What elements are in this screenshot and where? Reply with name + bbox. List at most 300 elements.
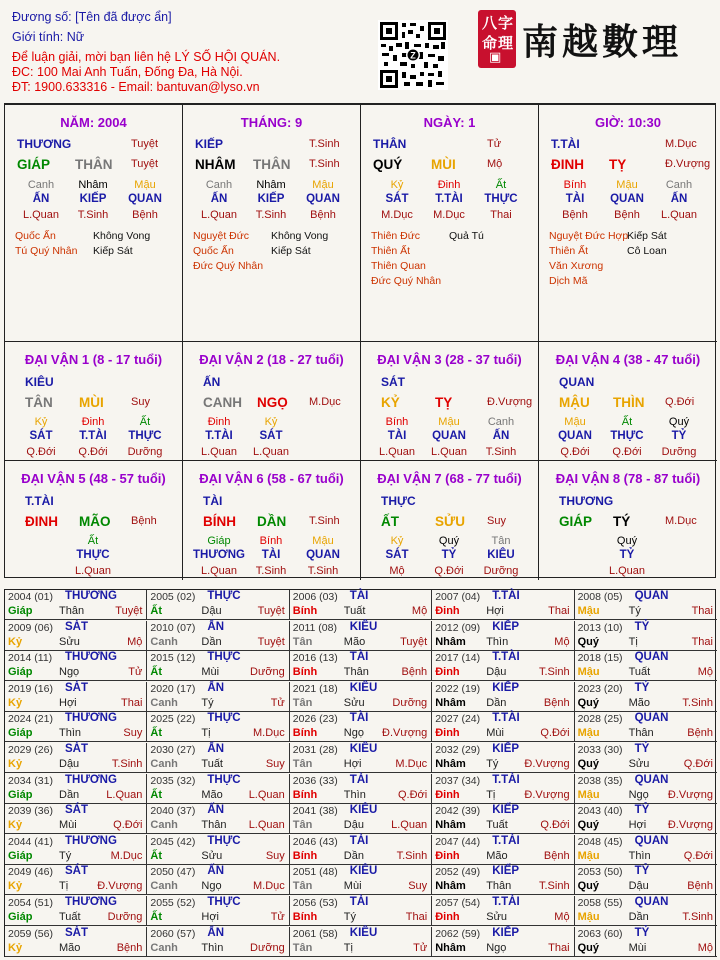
year-cell xyxy=(5,590,147,620)
year-cell xyxy=(5,804,147,834)
star: Thiên Quan xyxy=(371,260,426,272)
pillar-title: NGÀY: 1 xyxy=(423,115,476,130)
dai-van-god: TÀI xyxy=(203,494,223,508)
year-cell xyxy=(432,590,574,620)
stem-god: KIẾP xyxy=(195,137,224,151)
earthly-branch: THÂN xyxy=(75,157,113,172)
contact-line: Để luận giải, mời bạn liên hệ LÝ SỐ HỘI QUÁN. xyxy=(12,50,281,64)
dai-van-stem: MẬU xyxy=(559,395,590,410)
year-cell xyxy=(147,896,289,926)
year-label: 2019 (16) xyxy=(8,682,53,695)
year-label: 2033 (30) xyxy=(577,744,623,756)
year-branch: Thìn xyxy=(59,727,82,740)
star: Đức Quý Nhân xyxy=(193,260,264,272)
hidden-god: T.TÀI xyxy=(79,430,107,442)
dai-van-3 xyxy=(361,342,539,461)
hidden-relation: Dưỡng xyxy=(483,565,519,577)
year-label: 2025 (22) xyxy=(150,713,196,726)
stars-right xyxy=(449,229,484,244)
year-label: 2039 (36) xyxy=(8,805,53,818)
hidden-stem: Ất xyxy=(495,179,507,191)
year-branch: Dần xyxy=(628,911,649,923)
year-label: 2041 (38) xyxy=(292,805,338,818)
year-cell xyxy=(575,927,717,957)
dai-van-relation: T.Sinh xyxy=(309,515,340,527)
year-cell xyxy=(575,835,717,865)
year-god: T.TÀI xyxy=(492,896,520,908)
year-relation: M.Dục xyxy=(253,727,285,740)
year-stem: Tân xyxy=(292,635,313,648)
year-label: 2062 (59) xyxy=(435,927,481,940)
hidden-relation: T.Sinh xyxy=(255,565,287,577)
year-label: 2035 (32) xyxy=(150,774,196,787)
heavenly-stem: NHÂM xyxy=(195,157,236,172)
year-branch: Sửu xyxy=(59,635,80,648)
year-stem: Nhâm xyxy=(435,880,466,893)
year-branch: Dần xyxy=(201,635,222,648)
hidden-relation: T.Sinh xyxy=(307,565,339,577)
dai-van-relation: Đ.Vượng xyxy=(487,396,533,408)
year-god: THƯƠNG xyxy=(65,834,117,847)
hidden-relation: Bệnh xyxy=(562,209,588,221)
year-relation: Mộ xyxy=(554,635,570,648)
year-cell xyxy=(5,621,147,651)
hidden-god: QUAN xyxy=(306,549,340,561)
hidden-god: ẤN xyxy=(492,430,510,442)
stars-left xyxy=(15,229,77,259)
subject-gender: Giới tính: Nữ xyxy=(12,30,85,44)
pillar-title: THÁNG: 9 xyxy=(240,115,303,130)
hidden-stem: Ất xyxy=(139,416,151,428)
year-god: THỰC xyxy=(207,773,241,786)
star: Kiếp Sát xyxy=(271,245,311,257)
year-god: KIÊU xyxy=(349,620,378,633)
year-god: KIÊU xyxy=(349,926,378,939)
year-stem: Canh xyxy=(150,758,178,770)
year-branch: Dậu xyxy=(628,880,649,893)
year-cell xyxy=(147,743,289,773)
year-branch: Hợi xyxy=(343,758,362,770)
year-branch: Tuất xyxy=(486,819,508,832)
hidden-god: SÁT xyxy=(385,193,409,205)
year-cell xyxy=(5,835,147,865)
year-relation: Thai xyxy=(405,911,428,923)
year-relation: Thai xyxy=(548,605,570,617)
year-god: KIÊU xyxy=(349,681,378,694)
year-cell xyxy=(147,865,289,895)
year-god: ẤN xyxy=(207,681,225,694)
year-relation: Đ.Vượng xyxy=(524,788,570,801)
year-relation: Dưỡng xyxy=(250,941,285,954)
year-cell xyxy=(147,804,289,834)
year-stem: Ất xyxy=(150,605,162,617)
year-label: 2013 (10) xyxy=(577,621,623,634)
year-stem: Tân xyxy=(292,880,313,893)
year-stem: Ất xyxy=(150,666,162,679)
year-branch: Hợi xyxy=(59,696,77,709)
year-label: 2043 (40) xyxy=(577,805,623,818)
hidden-stem: Kỷ xyxy=(34,416,48,428)
branch-relation: Đ.Vượng xyxy=(665,158,711,170)
dai-van-branch: SỬU xyxy=(435,514,465,529)
year-label: 2053 (50) xyxy=(577,866,623,879)
hidden-relation: M.Dục xyxy=(381,209,413,221)
year-label: 2042 (39) xyxy=(435,805,481,818)
year-stem: Bính xyxy=(292,911,318,923)
year-stem: Đinh xyxy=(435,849,460,862)
hidden-god: QUAN xyxy=(432,430,466,442)
hidden-god: THỰC xyxy=(76,549,110,561)
year-stem: Tân xyxy=(292,758,313,770)
dai-van-4 xyxy=(539,342,717,461)
year-label: 2058 (55) xyxy=(577,897,623,909)
year-cell xyxy=(5,896,147,926)
year-cell xyxy=(575,804,717,834)
year-label: 2030 (27) xyxy=(150,744,196,756)
pillar-title: GIỜ: 10:30 xyxy=(594,115,661,130)
year-cell xyxy=(432,804,574,834)
year-label: 2037 (34) xyxy=(435,774,481,787)
year-branch: Hợi xyxy=(486,605,504,617)
year-branch: Sửu xyxy=(201,849,223,862)
dai-van-stem: GIÁP xyxy=(559,514,593,529)
year-label: 2017 (14) xyxy=(435,652,481,665)
earthly-branch: MÙI xyxy=(431,157,456,172)
star: Không Vong xyxy=(271,230,329,242)
hidden-stem: Bính xyxy=(259,535,283,547)
year-branch: Hợi xyxy=(201,911,219,923)
year-cell xyxy=(432,651,574,681)
year-relation: Q.Đới xyxy=(397,788,428,801)
branch-relation: T.Sinh xyxy=(309,158,340,170)
hidden-relation: L.Quan xyxy=(74,565,112,577)
annual-luck-table xyxy=(4,589,716,957)
year-relation: Bệnh xyxy=(687,727,713,740)
year-relation: Thai xyxy=(691,635,713,648)
year-branch: Tuất xyxy=(628,666,651,679)
year-god: TỶ xyxy=(634,620,650,633)
year-stem: Mậu xyxy=(577,666,600,679)
year-stem: Canh xyxy=(150,819,178,832)
hidden-stem: Canh xyxy=(27,179,55,191)
hidden-stem: Canh xyxy=(487,416,515,428)
year-label: 2007 (04) xyxy=(435,591,481,603)
year-god: QUAN xyxy=(634,712,669,725)
year-label: 2059 (56) xyxy=(8,927,53,940)
year-label: 2052 (49) xyxy=(435,866,481,879)
year-branch: Tuất xyxy=(343,605,366,617)
hidden-relation: Bệnh xyxy=(132,209,158,221)
star: Quốc Ấn xyxy=(193,245,234,257)
year-label: 2063 (60) xyxy=(577,927,623,940)
hidden-god: QUAN xyxy=(128,193,162,205)
hidden-relation: L.Quan xyxy=(430,446,468,458)
dai-van-branch: NGỌ xyxy=(257,395,288,410)
hidden-relation: T.Sinh xyxy=(255,209,287,221)
year-relation: Bệnh xyxy=(543,696,570,709)
year-stem: Kỷ xyxy=(8,758,23,770)
year-branch: Dậu xyxy=(343,819,364,832)
year-stem: Ất xyxy=(150,727,162,740)
year-branch: Tị xyxy=(486,788,496,801)
year-label: 2016 (13) xyxy=(292,652,338,665)
dai-van-relation: Bệnh xyxy=(131,515,157,527)
dai-van-god: THỰC xyxy=(381,494,416,508)
hidden-relation: Q.Đới xyxy=(78,446,108,458)
hidden-god: ẤN xyxy=(670,193,688,205)
year-cell xyxy=(432,865,574,895)
year-branch: Tý xyxy=(201,696,214,709)
heavenly-stem: ĐINH xyxy=(551,157,584,172)
year-stem: Bính xyxy=(292,849,318,862)
year-relation: Thai xyxy=(691,605,713,617)
hidden-relation: L.Quan xyxy=(200,446,238,458)
year-stem: Bính xyxy=(292,788,318,801)
year-god: KIẾP xyxy=(492,681,520,694)
year-god: T.TÀI xyxy=(492,834,520,847)
year-cell xyxy=(575,621,717,651)
year-stem: Tân xyxy=(292,696,313,709)
year-god: ẤN xyxy=(207,743,225,755)
year-god: TÀI xyxy=(349,834,369,847)
year-god: KIÊU xyxy=(349,743,378,755)
year-cell xyxy=(147,590,289,620)
year-stem: Đinh xyxy=(435,666,460,679)
hidden-stem: Đinh xyxy=(207,416,231,428)
year-branch: Dần xyxy=(343,849,364,862)
year-branch: Thân xyxy=(201,819,227,832)
year-cell xyxy=(5,712,147,742)
year-stem: Quý xyxy=(577,819,599,832)
hidden-god: THƯƠNG xyxy=(193,549,245,561)
year-stem: Đinh xyxy=(435,788,460,801)
year-stem: Đinh xyxy=(435,911,460,923)
year-stem: Kỷ xyxy=(8,880,23,893)
year-stem: Tân xyxy=(292,941,313,954)
year-relation: Bệnh xyxy=(401,666,428,679)
svg-text:Z: Z xyxy=(410,50,416,61)
year-relation: L.Quan xyxy=(391,819,428,832)
year-label: 2006 (03) xyxy=(292,591,338,603)
year-branch: Tý xyxy=(59,849,72,862)
earthly-branch: TỴ xyxy=(609,157,627,172)
brand-title: 南越數理 xyxy=(522,21,683,63)
hidden-relation: L.Quan xyxy=(22,209,60,221)
year-branch: Thìn xyxy=(343,788,366,801)
year-branch: Ngọ xyxy=(59,666,80,679)
year-branch: Mão xyxy=(628,696,650,709)
year-relation: T.Sinh xyxy=(682,696,713,709)
hidden-god: QUAN xyxy=(610,193,644,205)
hidden-god: SÁT xyxy=(29,430,53,442)
year-relation: T.Sinh xyxy=(111,758,143,770)
year-branch: Tý xyxy=(343,911,357,923)
hidden-stem: Nhâm xyxy=(78,179,108,191)
year-label: 2050 (47) xyxy=(150,866,196,879)
year-god: TÀI xyxy=(349,712,369,725)
year-cell xyxy=(290,774,432,804)
year-label: 2027 (24) xyxy=(435,713,481,726)
dai-van-title: ĐẠI VẬN 8 (78 - 87 tuổi) xyxy=(555,471,701,486)
year-branch: Mùi xyxy=(343,880,362,893)
dai-van-relation: M.Dục xyxy=(665,515,697,527)
year-stem: Quý xyxy=(577,635,599,648)
year-branch: Mùi xyxy=(486,727,504,740)
year-relation: Tử xyxy=(413,941,428,954)
year-relation: Đ.Vượng xyxy=(524,758,570,770)
dai-van-branch: THÌN xyxy=(613,395,645,410)
pillar-3 xyxy=(539,105,717,342)
year-stem: Nhâm xyxy=(435,635,466,648)
address-line: ĐC: 100 Mai Anh Tuấn, Đống Đa, Hà Nội. xyxy=(12,65,243,79)
year-god: QUAN xyxy=(634,590,669,602)
year-stem: Giáp xyxy=(8,666,33,679)
stem-god: THƯƠNG xyxy=(17,137,72,151)
hidden-relation: Bệnh xyxy=(614,209,640,221)
year-god: KIÊU xyxy=(349,804,378,817)
dai-van-2 xyxy=(183,342,361,461)
dai-van-title: ĐẠI VẬN 5 (48 - 57 tuổi) xyxy=(21,471,166,486)
year-relation: T.Sinh xyxy=(682,911,713,923)
year-branch: Tị xyxy=(201,727,211,740)
year-label: 2026 (23) xyxy=(292,713,338,726)
dai-van-title: ĐẠI VẬN 3 (28 - 37 tuổi) xyxy=(377,352,522,367)
year-relation: Suy xyxy=(265,849,285,862)
year-label: 2009 (06) xyxy=(8,621,53,634)
year-label: 2004 (01) xyxy=(8,591,53,603)
year-cell xyxy=(575,865,717,895)
hidden-relation: M.Dục xyxy=(433,209,465,221)
hidden-god: T.TÀI xyxy=(205,430,233,442)
year-relation: Thai xyxy=(120,696,143,709)
year-label: 2040 (37) xyxy=(150,805,196,818)
dai-van-1 xyxy=(5,342,183,461)
year-god: SÁT xyxy=(65,743,88,755)
hidden-stem: Tân xyxy=(491,535,511,547)
star: Văn Xương xyxy=(549,260,604,272)
year-relation: Q.Đới xyxy=(113,819,143,832)
year-god: QUAN xyxy=(634,896,669,908)
year-branch: Dậu xyxy=(201,605,222,617)
hidden-relation: Q.Đới xyxy=(434,565,464,577)
year-relation: Tử xyxy=(270,911,285,923)
header xyxy=(0,0,720,100)
year-cell xyxy=(147,621,289,651)
year-branch: Tý xyxy=(486,758,499,770)
year-god: SÁT xyxy=(65,620,88,633)
hidden-god: TỶ xyxy=(441,549,457,561)
year-relation: M.Dục xyxy=(253,880,285,893)
star: Thiên Ất xyxy=(371,245,411,257)
hidden-god: TÀI xyxy=(261,549,281,561)
year-god: T.TÀI xyxy=(492,590,520,602)
year-relation: Bệnh xyxy=(116,941,143,954)
hidden-god: SÁT xyxy=(385,549,409,561)
year-relation: Đ.Vượng xyxy=(667,819,713,832)
star: Nguyệt Đức Hợp xyxy=(549,230,629,242)
year-cell xyxy=(432,743,574,773)
year-stem: Canh xyxy=(150,696,178,709)
year-god: KIẾP xyxy=(492,804,520,817)
year-cell xyxy=(290,804,432,834)
dai-van-6 xyxy=(183,461,361,580)
year-branch: Tị xyxy=(343,941,353,954)
chart-grid xyxy=(4,103,716,578)
year-stem: Ất xyxy=(150,788,162,801)
stars-right xyxy=(627,229,667,259)
hidden-relation: L.Quan xyxy=(252,446,290,458)
year-label: 2032 (29) xyxy=(435,744,481,756)
year-god: ẤN xyxy=(207,620,225,633)
year-branch: Sửu xyxy=(486,911,508,923)
year-branch: Ngọ xyxy=(628,788,649,801)
year-cell xyxy=(575,682,717,712)
dai-van-god: SÁT xyxy=(381,375,405,389)
year-label: 2061 (58) xyxy=(292,927,338,940)
dai-van-title: ĐẠI VẬN 1 (8 - 17 tuổi) xyxy=(24,352,163,367)
year-god: TỶ xyxy=(634,681,650,694)
hidden-god: SÁT xyxy=(259,430,283,442)
year-label: 2048 (45) xyxy=(577,835,623,848)
hidden-stem: Ất xyxy=(621,416,633,428)
dai-van-stem: KỶ xyxy=(381,395,400,410)
year-god: SÁT xyxy=(65,804,88,817)
year-relation: Q.Đới xyxy=(540,727,570,740)
hidden-relation: Mộ xyxy=(389,565,405,577)
stem-relation: Tử xyxy=(487,138,502,150)
year-cell xyxy=(290,927,432,957)
hidden-relation: L.Quan xyxy=(608,565,646,577)
branch-relation: Mộ xyxy=(487,158,503,170)
year-stem: Kỷ xyxy=(8,819,23,832)
year-label: 2024 (21) xyxy=(8,713,53,726)
year-label: 2005 (02) xyxy=(150,591,196,603)
year-god: KIẾP xyxy=(492,743,520,755)
year-cell xyxy=(290,651,432,681)
hidden-stem: Nhâm xyxy=(256,179,286,191)
subject-name: Đương số: [Tên đã được ẩn] xyxy=(12,10,172,24)
year-stem: Đinh xyxy=(435,727,460,740)
year-cell xyxy=(147,682,289,712)
year-relation: Tử xyxy=(270,696,285,709)
year-cell xyxy=(147,712,289,742)
year-label: 2060 (57) xyxy=(150,927,196,940)
dai-van-stem: ẤT xyxy=(381,514,399,529)
year-cell xyxy=(290,835,432,865)
hidden-stem: Mậu xyxy=(312,179,334,191)
dai-van-stem: BÍNH xyxy=(203,514,236,529)
year-stem: Mậu xyxy=(577,849,600,862)
hidden-stem: Mậu xyxy=(564,416,586,428)
hidden-stem: Kỷ xyxy=(390,535,404,547)
year-relation: Tuyệt xyxy=(257,605,285,617)
year-label: 2014 (11) xyxy=(8,652,53,665)
year-label: 2029 (26) xyxy=(8,744,53,756)
year-god: THƯƠNG xyxy=(65,651,117,664)
year-label: 2020 (17) xyxy=(150,682,196,695)
year-relation: T.Sinh xyxy=(396,849,428,862)
year-relation: Đ.Vượng xyxy=(382,727,428,740)
hidden-stem: Mậu xyxy=(438,416,460,428)
dai-van-stem: CANH xyxy=(203,395,242,410)
hidden-god: THỰC xyxy=(484,193,518,205)
year-god: T.TÀI xyxy=(492,651,520,664)
stem-god: THÂN xyxy=(373,137,407,151)
year-relation: Đ.Vượng xyxy=(667,788,713,801)
star: Tú Quý Nhân xyxy=(15,245,78,257)
year-god: SÁT xyxy=(65,865,88,878)
year-branch: Sửu xyxy=(343,696,365,709)
